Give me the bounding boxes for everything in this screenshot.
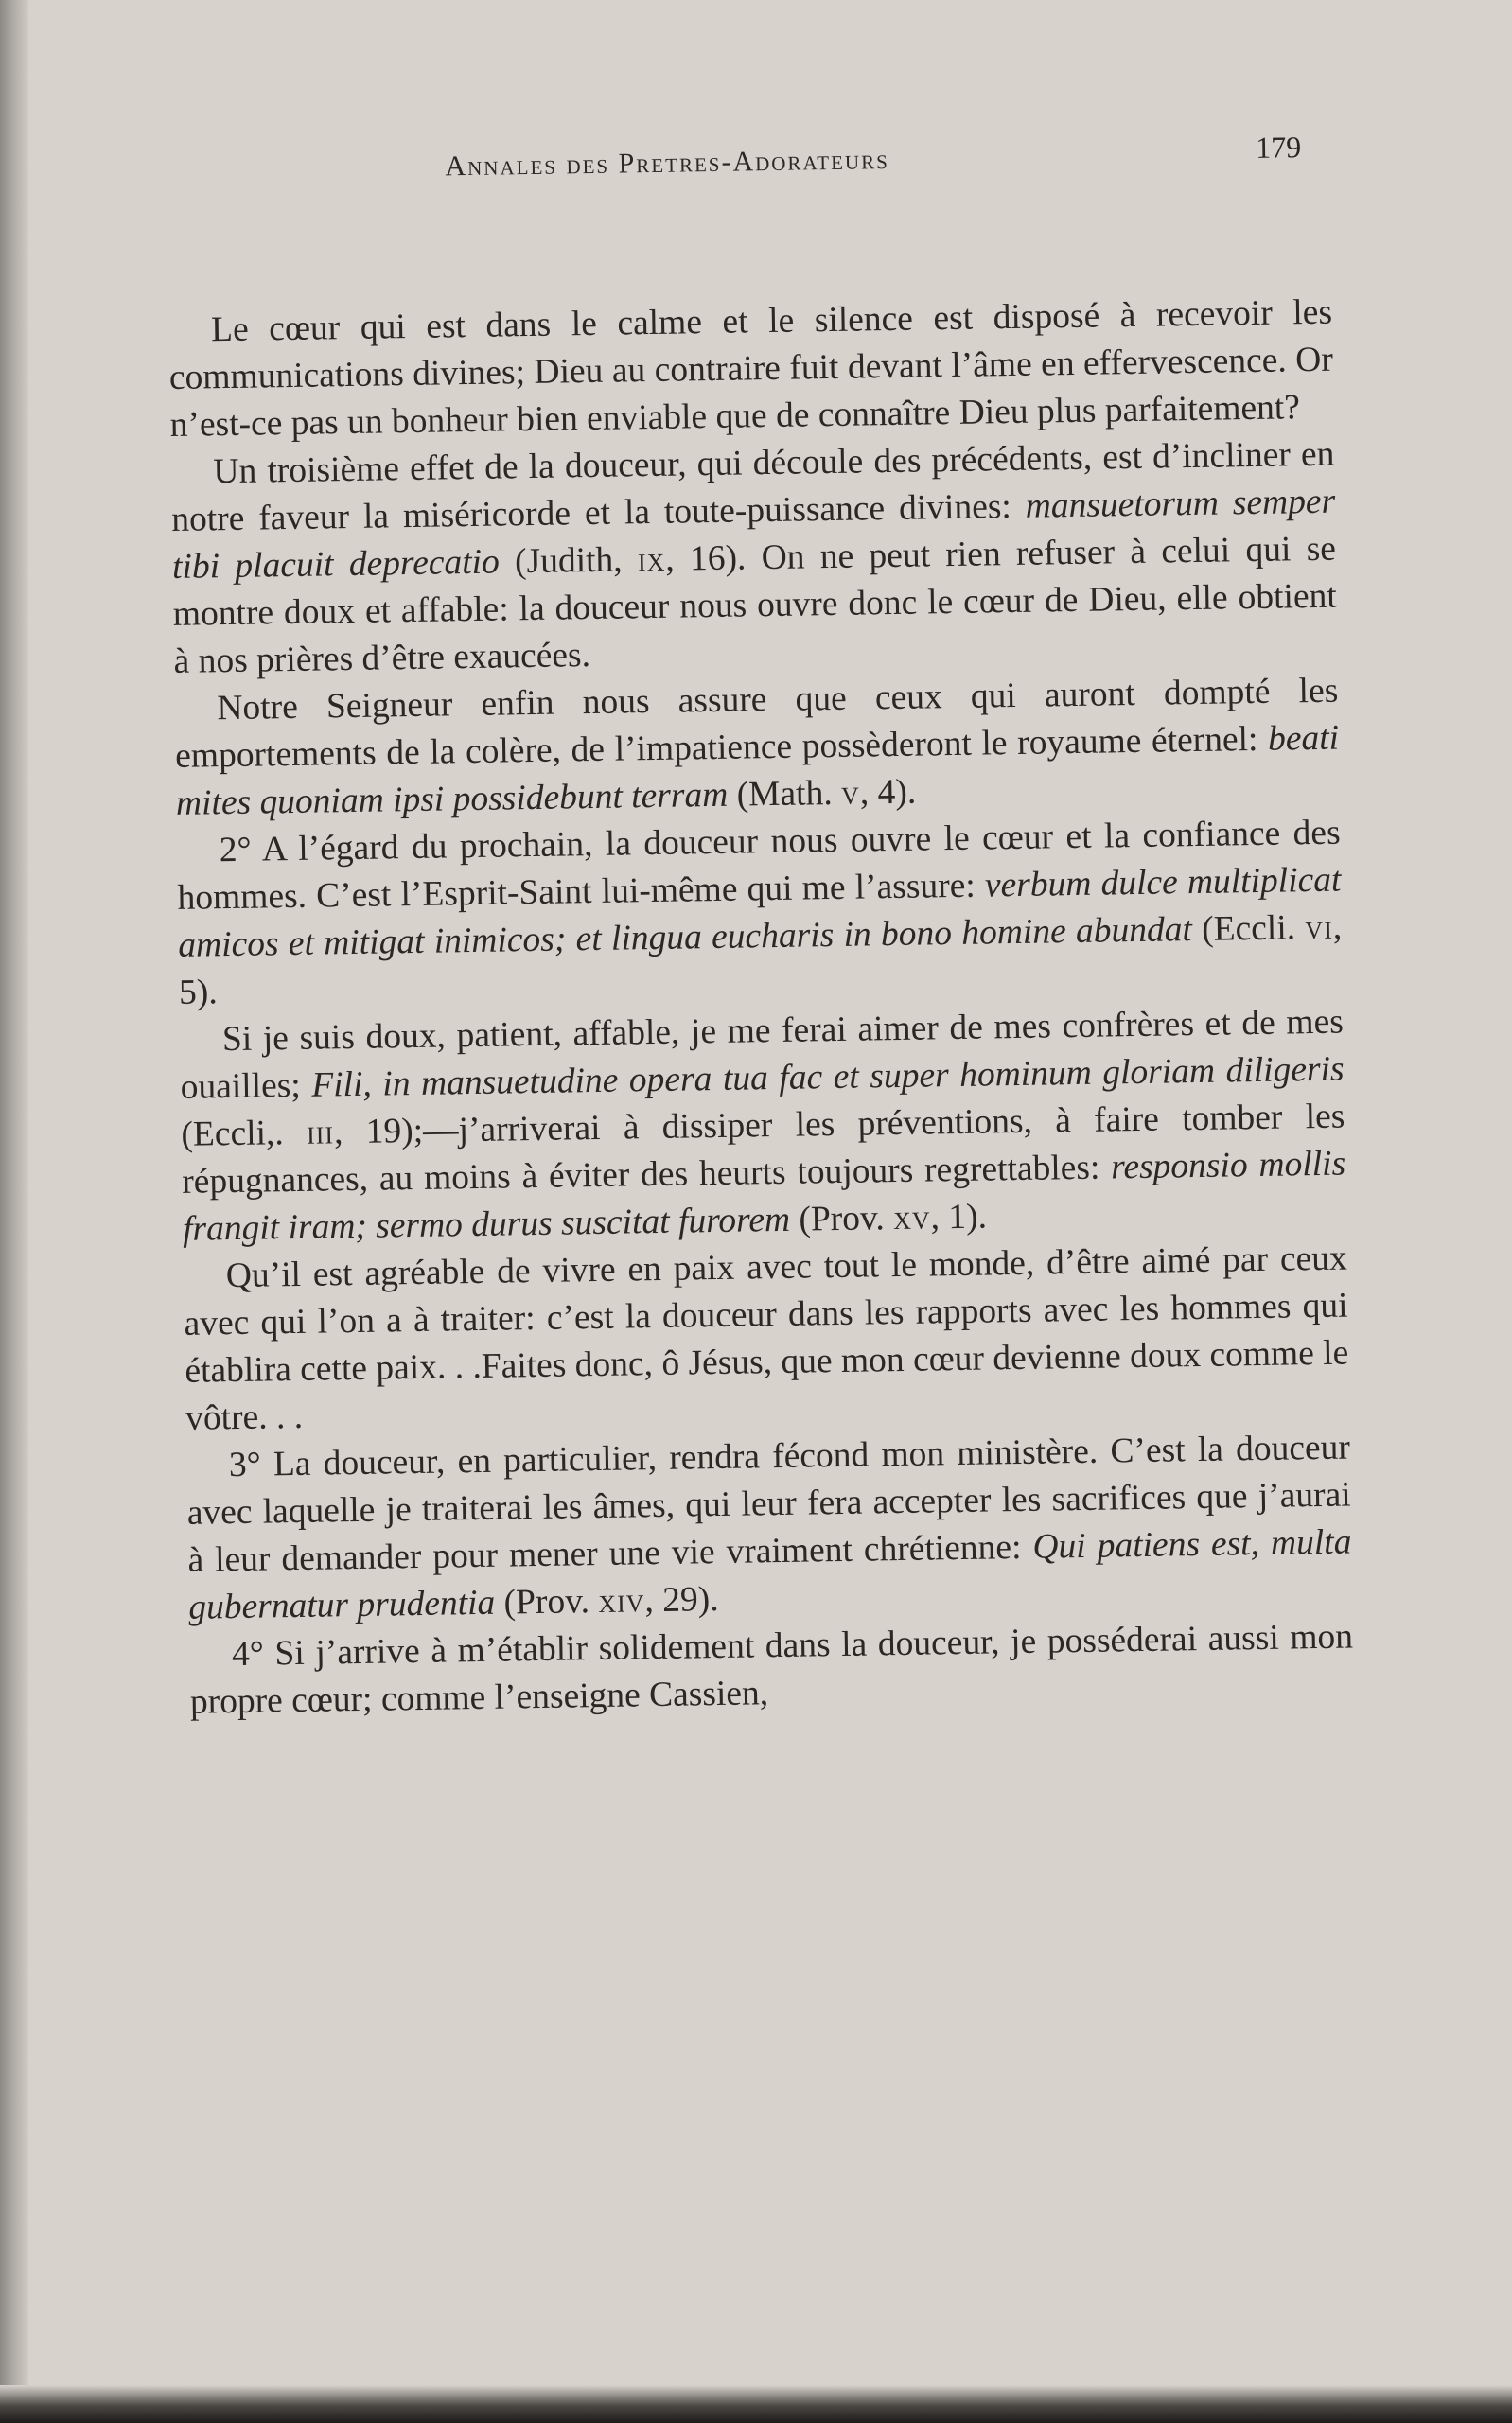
paragraph-text: Qu’il est agréable de vivre en paix avec tout le monde, d’être aimé par ceux avec qui l’on a à traiter: c’est la douceur dans les rapports avec les hommes qui établira cette paix. . .Faites donc, ô Jésus, que mon cœur devienne doux comme le vôtre. . .: [184, 1238, 1349, 1438]
paragraph-text: , 4).: [859, 772, 917, 813]
latin-quotation: verbum dulce multiplicat amicos et mitigat inimicos; et lingua eucharis in bono homine abundat: [178, 860, 1342, 965]
latin-quotation: Qui patiens est, multa gubernatur prudentia: [188, 1522, 1352, 1627]
book-spine-shadow: [0, 0, 28, 2423]
paragraph-text: Le cœur qui est dans le calme et le silence est disposé à recevoir les communications divines; Dieu au contraire fuit devant l’âme en effervescence. Or n’est-ce pas un bonheur bien enviable que de connaître Dieu plus parfaitement?: [168, 292, 1334, 445]
paragraph-text: (Judith,: [499, 540, 639, 582]
citation-numeral: iii: [306, 1113, 335, 1152]
body-text: [168, 290, 1354, 1727]
book-page: [166, 124, 1354, 1727]
paragraph-p3: [174, 668, 1340, 828]
paragraph-text: , 1).: [930, 1197, 988, 1238]
running-header-title: Annales des Pretres-Adorateurs: [445, 143, 890, 183]
latin-quotation: Fili, in mansuetudine opera tua fac et super hominum gloriam diligeris: [310, 1049, 1345, 1105]
paragraph-p8: [189, 1613, 1354, 1726]
latin-quotation: beati mites quoniam ipsi possidebunt terram: [175, 718, 1340, 823]
paragraph-text: (Math.: [727, 773, 842, 815]
paragraph-text: , 16). On ne peut rien refuser à celui qui se montre doux et affable: la douceur nous ouvre donc le cœur de Dieu, elle obtient à nos prières d’être exaucées.: [172, 529, 1338, 681]
paragraph-text: (Prov.: [789, 1199, 894, 1239]
paragraph-p7: [186, 1425, 1353, 1632]
paragraph-p2: [170, 431, 1338, 686]
running-header: [166, 124, 1330, 218]
paragraph-text: 4° Si j’arrive à m’établir solidement dans la douceur, je posséderai aussi mon propre cœur; comme l’enseigne Cassien,: [189, 1617, 1354, 1722]
paragraph-text: (Eccli.: [1191, 908, 1306, 950]
citation-numeral: v: [840, 773, 861, 813]
paragraph-p6: [183, 1236, 1349, 1443]
paragraph-text: Notre Seigneur enfin nous assure que ceux qui auront dompté les emportements de la colère, de l’impatience possèderont le royaume éternel:: [174, 671, 1339, 776]
paragraph-text: , 29).: [644, 1580, 719, 1621]
paragraph-p1: [168, 290, 1334, 449]
paragraph-text: , 5).: [178, 907, 1343, 1012]
paragraph-p4: [176, 810, 1343, 1017]
citation-numeral: vi: [1305, 907, 1334, 948]
paragraph-text: 3° La douceur, en particulier, rendra fécond mon ministère. C’est la douceur avec laquelle je traiterai les âmes, qui leur fera accepter les sacrifices que j’aurai à leur demander pour mener une vie vraiment chrétienne:: [186, 1428, 1351, 1580]
paragraph-text: 2° A l’égard du prochain, la douceur nous ouvre le cœur et la confiance des hommes. C’est l’Esprit-Saint lui-même qui me l’assure:: [177, 813, 1341, 918]
citation-numeral: xv: [892, 1198, 931, 1238]
paragraph-text: Si je suis doux, patient, affable, je me ferai aimer de mes confrères et de mes ouailles;: [180, 1002, 1345, 1107]
paragraph-text: Un troisième effet de la douceur, qui découle des précédents, est d’incliner en notre faveur la miséricorde et la toute-puissance divines:: [170, 434, 1335, 539]
paragraph-text: , 19);—j’arriverai à dissiper les préventions, à faire tomber les répugnances, au moins à éviter des heurts toujours regrettables:: [181, 1097, 1345, 1202]
citation-numeral: ix: [637, 539, 666, 580]
paragraph-p5: [180, 999, 1347, 1254]
paragraph-text: (Eccli,.: [181, 1113, 308, 1154]
paragraph-text: (Prov.: [494, 1582, 599, 1623]
latin-quotation: responsio mollis frangit iram; sermo durus suscitat furorem: [182, 1144, 1346, 1249]
latin-quotation: mansuetorum semper tibi placuit deprecatio: [171, 482, 1336, 587]
page-bottom-edge: [0, 2385, 1512, 2423]
page-number: 179: [1255, 130, 1302, 165]
citation-numeral: xiv: [597, 1581, 645, 1622]
